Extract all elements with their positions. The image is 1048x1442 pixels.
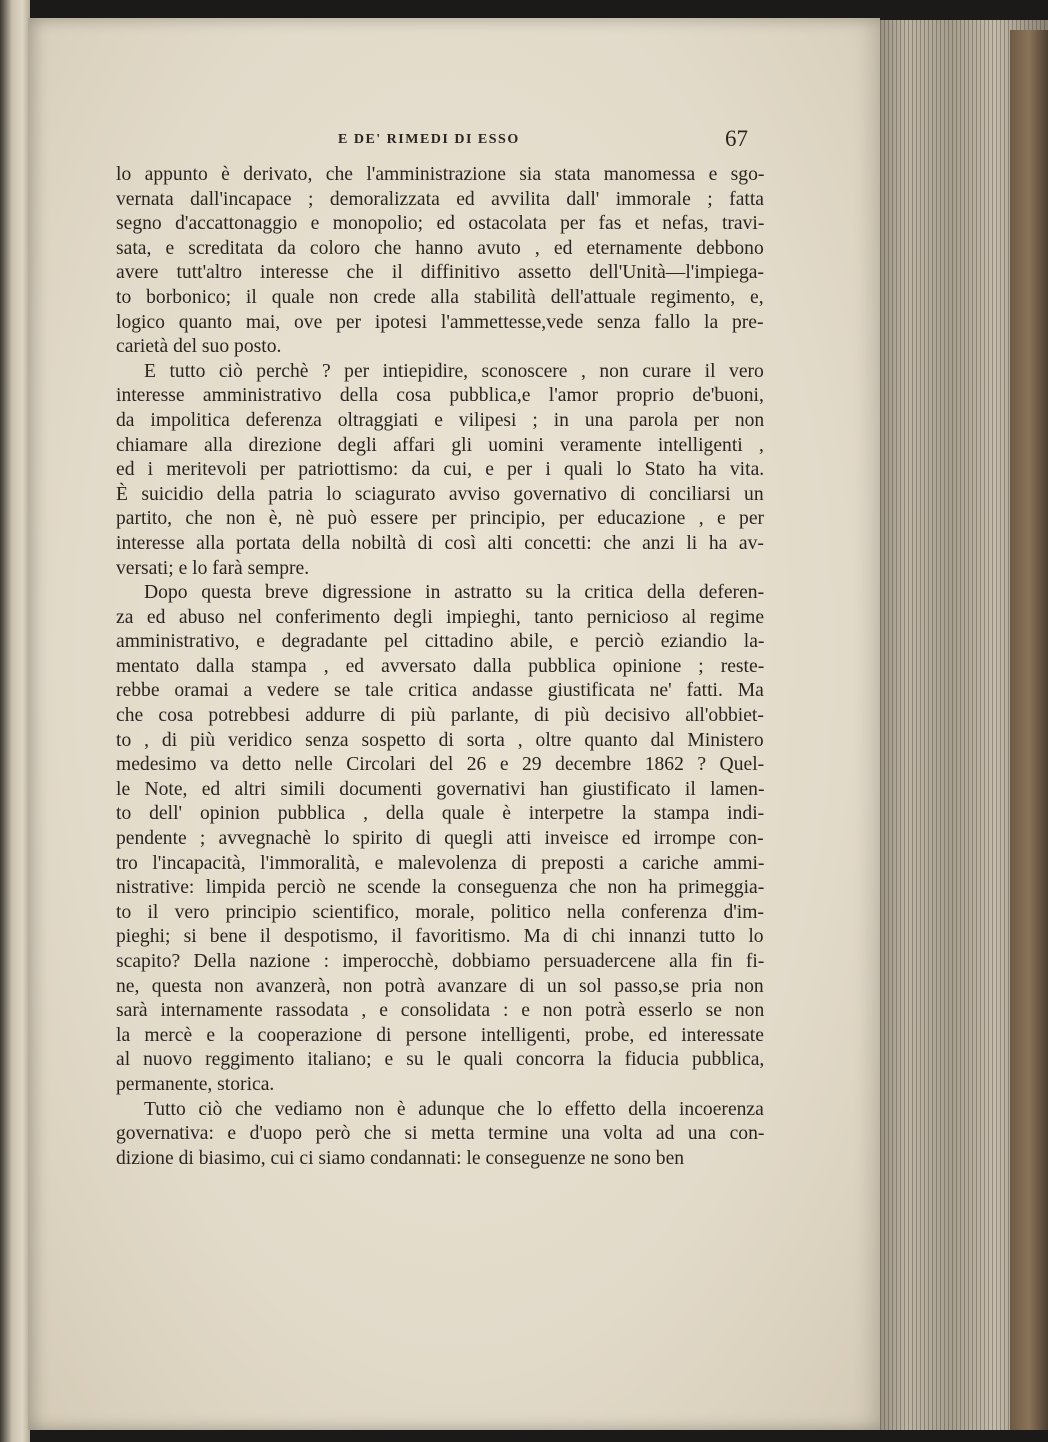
text-line: logico quanto mai, ove per ipotesi l'ammettesse,vede senza fallo la pre- (116, 311, 764, 333)
text-line: le Note, ed altri simili documenti governativi han giustificato il lamen- (116, 778, 765, 800)
text-line: avere tutt'altro interesse che il diffinitivo assetto dell'Unità—l'impiega- (116, 262, 764, 284)
book-page (28, 18, 880, 1430)
previous-page-edge (0, 0, 30, 1442)
text-line: pendente ; avvegnachè lo spirito di quegli atti inveisce ed irrompe con- (116, 828, 764, 850)
text-line: chiamare alla direzione degli affari gli uomini veramente intelligenti , (116, 434, 764, 456)
page-number: 67 (725, 126, 748, 151)
text-line: vernata dall'incapace ; demoralizzata ed avvilita dall' immorale ; fatta (116, 188, 764, 210)
text-line: partito, che non è, nè può essere per principio, per educazione , e per (116, 508, 765, 530)
text-line: permanente, storica. (116, 1073, 275, 1095)
text-line: to borbonico; il quale non crede alla stabilità dell'attuale regimento, e, (116, 286, 764, 308)
text-line: lo appunto è derivato, che l'amministrazione sia stata manomessa e sgo- (116, 164, 765, 185)
text-line: interesse amministrativo della cosa pubblica,e l'amor proprio de'buoni, (116, 385, 764, 407)
text-line: medesimo va detto nelle Circolari del 26 e 29 decembre 1862 ? Quel- (116, 754, 765, 776)
text-line: versati; e lo farà sempre. (116, 557, 310, 579)
text-line: da impolitica deferenza oltraggiati e vilipesi ; in una parola per non (116, 409, 765, 431)
text-line: la mercè e la cooperazione di persone intelligenti, probe, ed interessate (116, 1024, 764, 1046)
text-line: sarà internamente rassodata , e consolidata : e non potrà esserlo se non (116, 1000, 765, 1022)
page-header (108, 126, 748, 166)
book-cover-edge (1010, 30, 1048, 1430)
text-line: al nuovo reggimento italiano; e su le quali concorra la fiducia pubblica, (116, 1049, 765, 1071)
text-line: dizione di biasimo, cui ci siamo condannati: le conseguenze ne sono ben (116, 1147, 685, 1169)
text-line: tro l'incapacità, l'immoralità, e malevolenza di preposti a cariche ammi- (116, 852, 765, 874)
paragraph (116, 360, 764, 581)
text-line: ed i meritevoli per patriottismo: da cui, e per i quali lo Stato ha vita. (116, 459, 765, 481)
text-line: scapito? Della nazione : imperocchè, dobbiamo persuadercene alla fin fi- (116, 951, 765, 972)
text-line: rebbe oramai a vedere se tale critica andasse giustificata ne' fatti. Ma (116, 680, 764, 702)
paragraph (116, 1098, 764, 1172)
text-line: amministrativo, e degradante pel cittadino abile, e perciò eziandio la- (116, 631, 765, 653)
paragraph (116, 581, 764, 1097)
text-line: ne, questa non avanzerà, non potrà avanzare di un sol passo,se pria non (116, 975, 764, 997)
text-line: carietà del suo posto. (116, 336, 282, 358)
text-line: sata, e screditata da coloro che hanno avuto , ed eternamente debbono (116, 237, 764, 259)
running-head: E DE' RIMEDI DI ESSO (338, 132, 520, 147)
text-line: governativa: e d'uopo però che si metta termine una volta ad una con- (116, 1123, 765, 1145)
text-line: Tutto ciò che vediamo non è adunque che lo effetto della incoerenza (144, 1098, 764, 1120)
text-line: to il vero principio scientifico, morale, politico nella conferenza d'im- (116, 901, 764, 923)
text-line: za ed abuso nel conferimento degli impieghi, tanto pernicioso al regime (116, 606, 765, 628)
text-line: nistrative: limpida perciò ne scende la conseguenza che non ha primeggia- (116, 877, 765, 899)
text-line: mentato dalla stampa , ed avversato dalla pubblica opinione ; reste- (116, 655, 765, 677)
text-line: che cosa potrebbesi addurre di più parlante, di più decisivo all'obbiet- (116, 705, 764, 727)
text-line: È suicidio della patria lo sciagurato avviso governativo di conciliarsi un (116, 483, 764, 505)
text-line: interesse alla portata della nobiltà di così alti concetti: che anzi li ha av- (116, 532, 764, 554)
text-line: pieghi; si bene il despotismo, il favoritismo. Ma di chi innanzi tutto lo (116, 926, 764, 948)
text-line: segno d'accattonaggio e monopolio; ed ostacolata per fas et nefas, travi- (116, 213, 765, 235)
paragraph (116, 163, 764, 360)
text-line: Dopo questa breve digressione in astratto su la critica della deferen- (144, 582, 765, 604)
text-line: to dell' opinion pubblica , della quale è interpetre la stampa indi- (116, 803, 765, 825)
text-line: E tutto ciò perchè ? per intiepidire, sconoscere , non curare il vero (144, 360, 764, 382)
text-line: to , di più veridico senza sospetto di sorta , oltre quanto dal Ministero (116, 729, 764, 751)
body-text (116, 163, 764, 1171)
